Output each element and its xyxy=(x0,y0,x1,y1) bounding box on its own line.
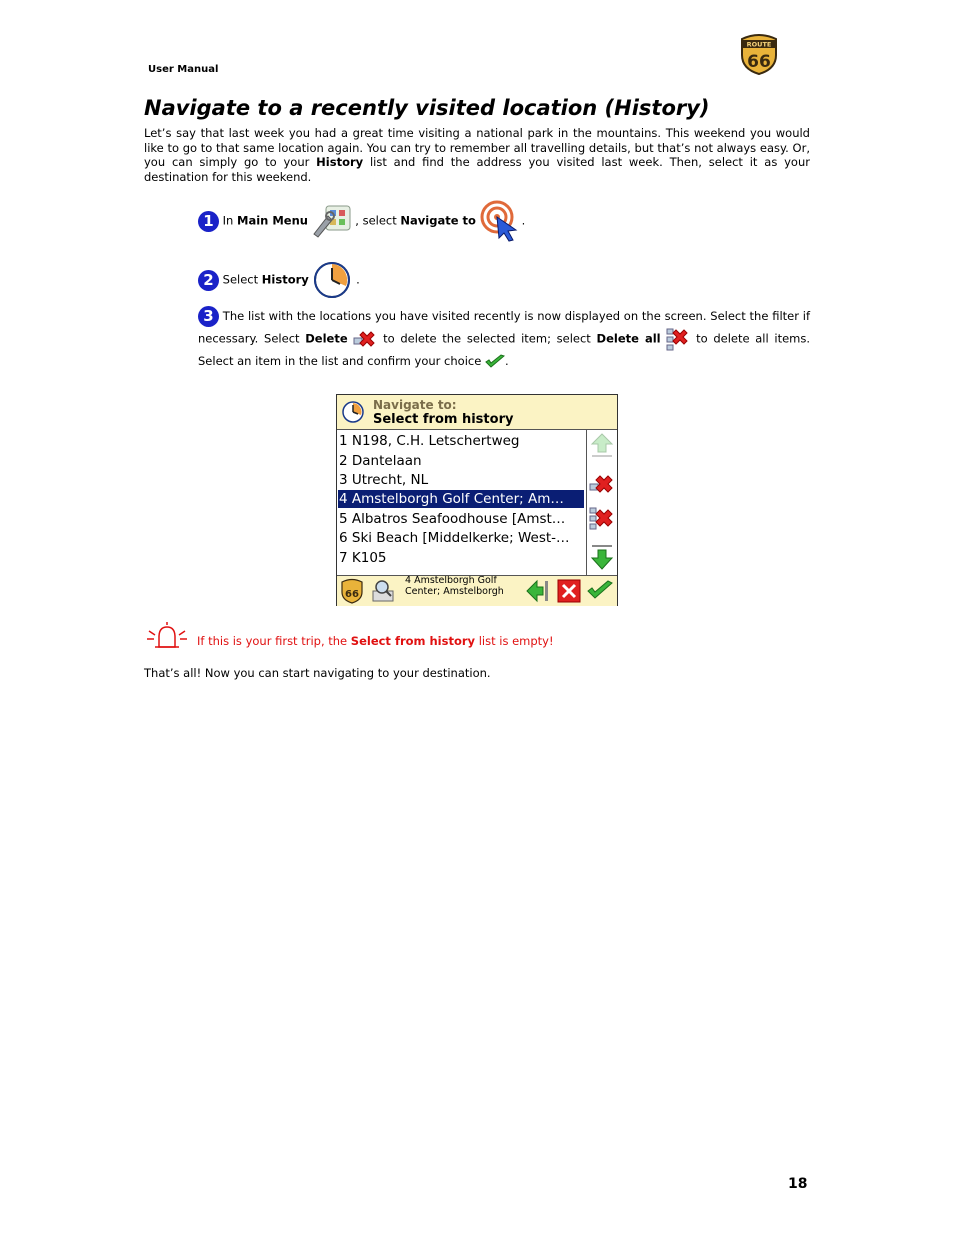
step-2-period: . xyxy=(356,272,360,287)
alarm-bell-icon xyxy=(145,621,189,653)
list-item[interactable]: 5 Albatros Seafoodhouse [Amst… xyxy=(339,511,566,527)
history-list xyxy=(337,430,587,575)
device-side-toolbar xyxy=(587,430,617,575)
list-item[interactable]: 7 K105 xyxy=(339,549,387,566)
list-item[interactable]: 2 Dantelaan xyxy=(339,452,422,469)
logo-number: 66 xyxy=(345,589,359,600)
delete-all-icon[interactable] xyxy=(589,506,615,532)
route66-logo xyxy=(738,33,780,75)
intro-text-1: Let’s say that last week you had a great time visiting a national park in the mountains. This weekend you would like to go to that same location again. You can try to remember all travelling details, but that’s not always easy. Or, you can simply go to your xyxy=(144,126,810,169)
selected-location-text: 4 Amstelborgh Golf Center; Amstelborgh xyxy=(405,576,504,597)
intro-paragraph xyxy=(144,126,810,184)
intro-history-bold: History xyxy=(316,155,364,169)
delete-all-icon xyxy=(666,327,690,351)
step-3 xyxy=(198,306,810,371)
header-label: User Manual xyxy=(148,64,219,75)
logo-number: 66 xyxy=(747,52,771,72)
scroll-up-icon[interactable] xyxy=(590,432,614,458)
step-1-text-2: , select xyxy=(355,213,401,228)
step-number-3: 3 xyxy=(198,306,219,327)
list-item-selected[interactable]: 4 Amstelborgh Golf Center; Am… xyxy=(338,490,584,508)
device-header-title: Navigate to: xyxy=(373,398,457,412)
history-clock-icon xyxy=(312,260,352,300)
step-3-period: . xyxy=(504,354,509,368)
step-1-navigate-to: Navigate to xyxy=(400,213,476,228)
delete-icon xyxy=(353,329,377,349)
route66-logo xyxy=(340,578,364,604)
outro-paragraph: That’s all! Now you can start navigating to your destination. xyxy=(144,666,491,680)
scroll-down-icon[interactable] xyxy=(590,544,614,572)
navigate-to-icon xyxy=(480,200,522,242)
step-1-text: In xyxy=(219,213,237,228)
search-icon[interactable] xyxy=(371,579,397,603)
step-3-text-1: The list with the locations you have visited recently is now displayed on the screen. Select the filter if necessary. Select xyxy=(198,309,810,346)
step-1-main-menu: Main Menu xyxy=(237,213,308,228)
note-text xyxy=(197,634,554,648)
cancel-icon[interactable] xyxy=(557,579,581,603)
page-number: 18 xyxy=(788,1176,808,1192)
device-footer xyxy=(337,575,617,606)
logo-text: ROUTE xyxy=(746,40,772,49)
step-1 xyxy=(198,200,525,242)
step-1-period: . xyxy=(521,213,526,228)
step-3-text-2: to delete the selected item; select xyxy=(383,331,597,346)
list-item[interactable]: 6 Ski Beach [Middelkerke; West-… xyxy=(339,530,570,546)
intro-text-2: list and find the address you visited last week. Then, select it as your destination for this weekend. xyxy=(144,155,810,184)
page-title: Navigate to a recently visited location (History) xyxy=(144,96,710,120)
history-clock-icon xyxy=(341,400,365,424)
confirm-check-icon[interactable] xyxy=(587,580,613,602)
confirm-check-icon xyxy=(485,354,505,370)
note-text-2: list is empty! xyxy=(475,634,554,648)
step-3-delete-all: Delete all xyxy=(596,331,661,346)
list-item[interactable]: 3 Utrecht, NL xyxy=(339,472,429,488)
delete-icon[interactable] xyxy=(589,474,615,496)
device-header xyxy=(337,395,617,430)
back-arrow-icon[interactable] xyxy=(525,579,551,603)
step-2-history: History xyxy=(261,272,309,287)
step-number-2: 2 xyxy=(198,270,219,291)
list-item[interactable]: 1 N198, C.H. Letschertweg xyxy=(339,433,520,449)
step-3-text-3: to delete all items. Select an item in the list and confirm your choice xyxy=(198,331,811,368)
step-2 xyxy=(198,260,360,300)
note-text-1: If this is your first trip, the xyxy=(197,634,351,648)
step-number-1: 1 xyxy=(198,211,219,232)
step-3-delete: Delete xyxy=(305,331,348,346)
device-header-subtitle: Select from history xyxy=(373,412,514,427)
main-menu-icon xyxy=(312,204,352,238)
note-select-from-history: Select from history xyxy=(350,634,476,648)
device-screen xyxy=(336,394,618,606)
step-2-text: Select xyxy=(219,272,262,287)
